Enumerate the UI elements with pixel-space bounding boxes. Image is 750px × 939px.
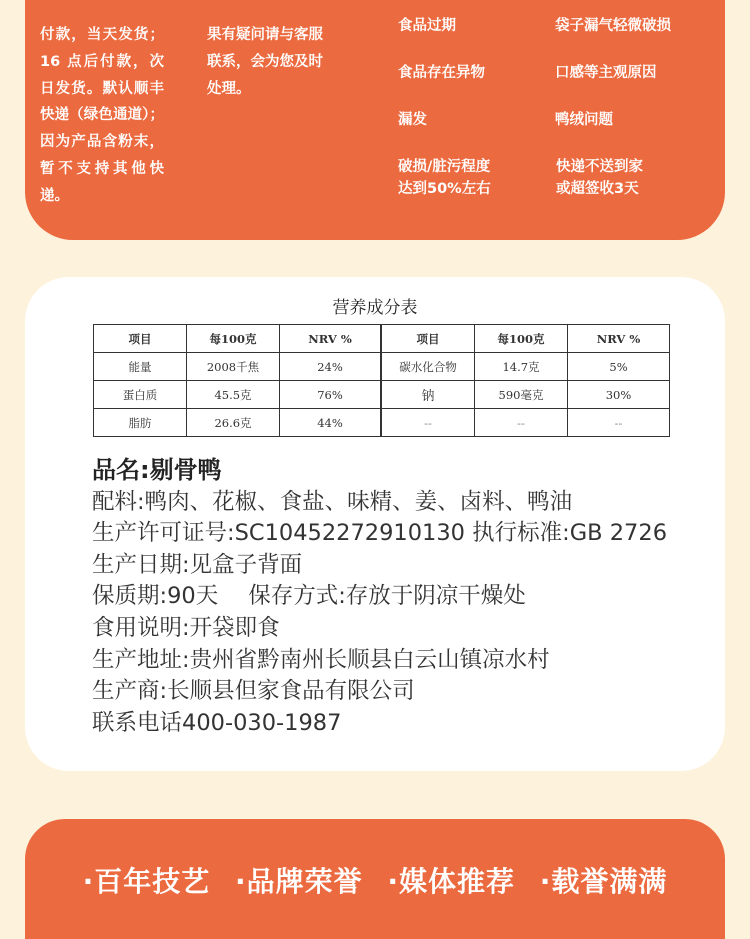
table-cell: 能量 (94, 353, 187, 381)
shelf-storage-line (92, 581, 712, 613)
table-header-cell: 项目 (381, 325, 475, 353)
contact-phone: 联系电话400-030-1987 (92, 709, 342, 736)
table-cell: -- (381, 409, 475, 437)
table-header-cell: 项目 (94, 325, 187, 353)
contact-service-text: 果有疑问请与客服联系，会为您及时处理。 (207, 27, 323, 97)
table-header-cell: 每100克 (187, 325, 280, 353)
table-row (94, 409, 670, 437)
table-cell: 76% (280, 381, 382, 409)
slogan-item: ·百年技艺 (82, 865, 211, 898)
table-cell: 30% (568, 381, 670, 409)
license-standard: 生产许可证号:SC10452272910130 执行标准:GB 2726 (92, 520, 668, 547)
table-cell: 蛋白质 (94, 381, 187, 409)
table-header-cell: 每100克 (475, 325, 568, 353)
nutrition-table (93, 324, 670, 437)
table-cell: 5% (568, 353, 670, 381)
table-cell: 14.7克 (475, 353, 568, 381)
table-cell: 44% (280, 409, 382, 437)
table-row (94, 381, 670, 409)
table-header-row (94, 325, 670, 353)
issue-item: 漏发 (398, 112, 427, 128)
issue-item: 食品过期 (398, 18, 456, 34)
ingredients: 配料:鸭肉、花椒、食盐、味精、姜、卤料、鸭油 (92, 488, 573, 515)
issue-item: 快递不送到家 或超签收3天 (556, 159, 643, 197)
table-row (94, 353, 670, 381)
issue-item: 袋子漏气轻微破损 (555, 18, 671, 34)
table-cell: 26.6克 (187, 409, 280, 437)
storage-method: 保存方式:存放于阴凉干燥处 (248, 583, 526, 610)
table-cell: 脂肪 (94, 409, 187, 437)
slogan-item: ·品牌荣誉 (234, 865, 363, 898)
table-header-cell: NRV % (280, 325, 382, 353)
product-name: 品名:剔骨鸭 (92, 456, 222, 484)
table-cell: 钠 (381, 381, 475, 409)
manufacturer: 生产商:长顺县但家食品有限公司 (92, 678, 415, 705)
shipping-policy-text: 付款，当天发货；16 点后付款，次日发货。默认顺丰快递（绿色通道）；因为产品含粉末，暂不支持其他快递。 (40, 27, 164, 204)
table-cell: -- (568, 409, 670, 437)
table-cell: 2008千焦 (187, 353, 280, 381)
table-cell: 24% (280, 353, 382, 381)
table-cell: 590毫克 (475, 381, 568, 409)
table-cell: 45.5克 (187, 381, 280, 409)
issue-item: 破损/脏污程度 达到50%左右 (398, 159, 491, 197)
slogan-bar (0, 860, 750, 900)
table-cell: 碳水化合物 (381, 353, 475, 381)
issue-item: 食品存在异物 (398, 65, 485, 81)
slogan-item: ·媒体推荐 (387, 865, 516, 898)
issue-item: 鸭绒问题 (555, 112, 613, 128)
table-header-cell: NRV % (568, 325, 670, 353)
usage-instructions: 食用说明:开袋即食 (92, 614, 280, 641)
production-address: 生产地址:贵州省黔南州长顺县白云山镇凉水村 (92, 646, 550, 673)
production-date: 生产日期:见盒子背面 (92, 551, 303, 578)
shelf-life: 保质期:90天 (92, 583, 219, 610)
slogan-item: ·载誉满满 (539, 865, 668, 898)
product-info (92, 455, 712, 739)
issue-item: 口感等主观原因 (555, 65, 657, 81)
table-cell: -- (475, 409, 568, 437)
nutrition-title: 营养成分表 (332, 298, 418, 318)
